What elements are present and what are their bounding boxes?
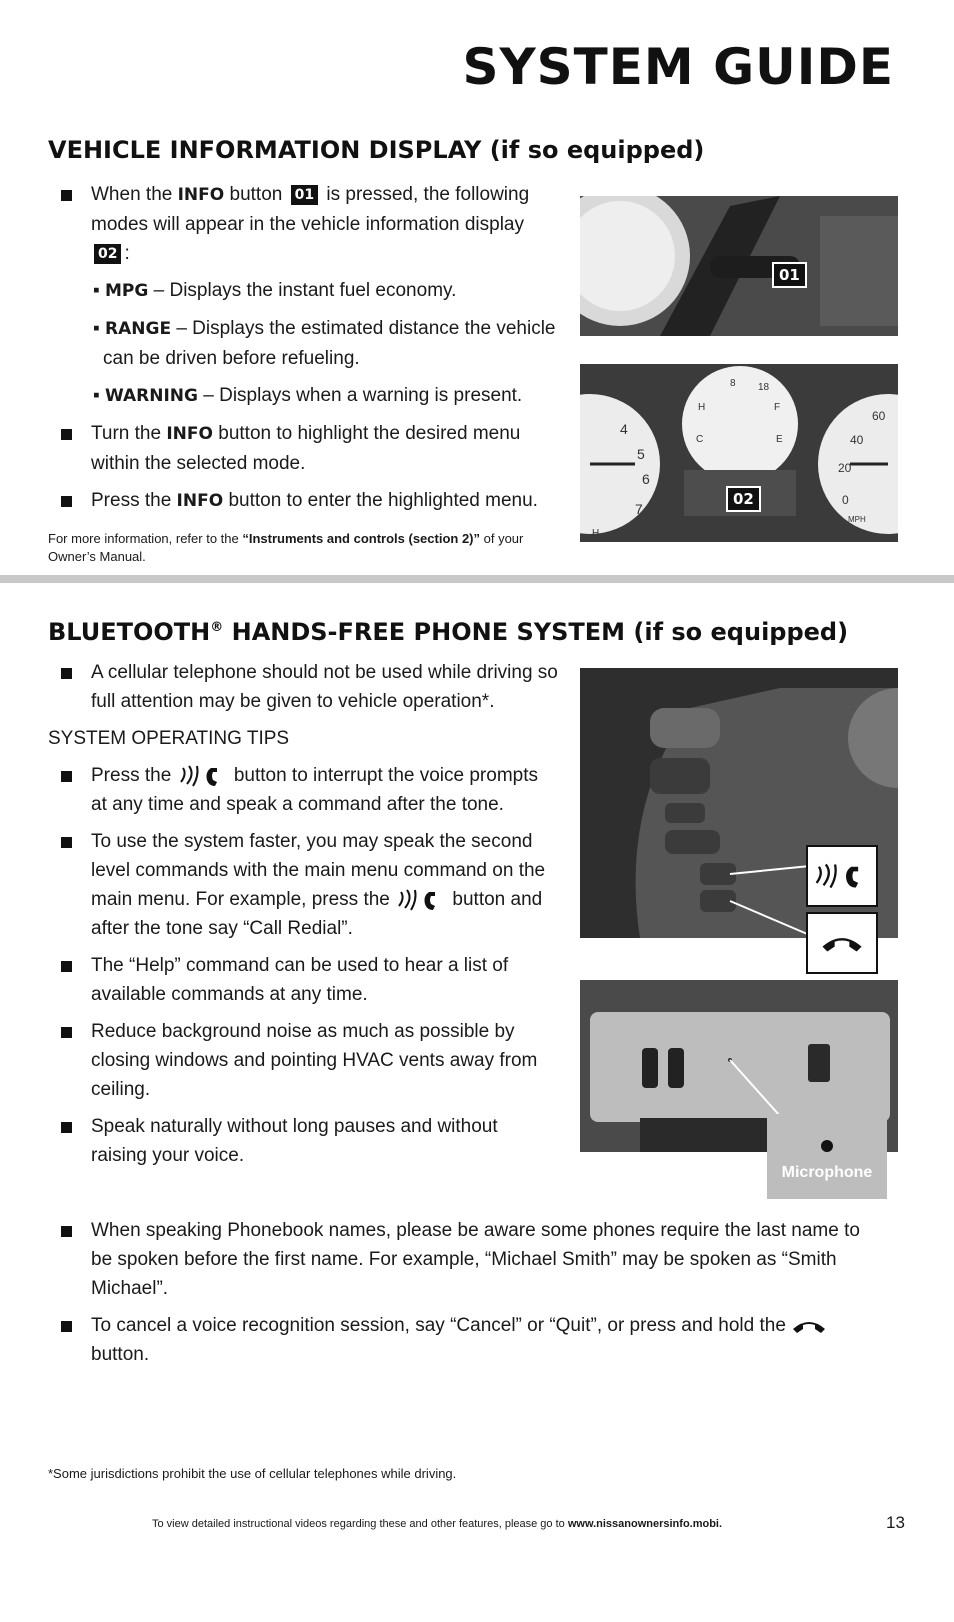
instrument-cluster-photo (580, 364, 898, 542)
microphone-label: Microphone (781, 1164, 873, 1181)
bt-bullet-cell-warning: A cellular telephone should not be used while driving so full attention may be given to vehicle operation*. (48, 658, 558, 716)
talk-phone-icon (177, 764, 229, 788)
footer-text: To view detailed instructional videos regarding these and other features, please go to www.nissanownersinfo.mobi. (152, 1518, 723, 1530)
photo-callout-01: 01 (772, 262, 807, 288)
page-number: 13 (886, 1513, 905, 1532)
info-button-illustration (580, 196, 898, 336)
hang-up-icon (791, 1317, 827, 1335)
info-button-photo (580, 196, 898, 336)
tip-faster: To use the system faster, you may speak the second level commands with the main menu command on the main menu. For example, press the button and after the tone say “Call Redial”. (48, 827, 558, 943)
tip-cancel: To cancel a voice recognition session, say “Cancel” or “Quit”, or press and hold the button. (48, 1311, 878, 1369)
mode-mpg: ▪ MPG – Displays the instant fuel economy. (93, 280, 457, 301)
mode-range: ▪ RANGE – Displays the estimated distance the vehicle can be driven before refueling. (93, 318, 556, 369)
vid-bullet-turn: Turn the INFO button to highlight the desired menu within the selected mode. (48, 419, 558, 478)
callout-tag-02: 02 (94, 244, 121, 264)
talk-phone-icon-2 (395, 888, 447, 912)
gauge-num-60: 60 (872, 409, 886, 423)
hang-up-button-callout (806, 912, 878, 974)
tip-phonebook: When speaking Phonebook names, please be aware some phones require the last name to be spoken before the first name. For example, “Michael Smith” may be spoken as “Smith Michael”. (48, 1216, 878, 1303)
callout-tag-01: 01 (291, 185, 318, 205)
talk-button-callout (806, 845, 878, 907)
bt-heading: BLUETOOTH® HANDS-FREE PHONE SYSTEM (if so equipped) (48, 618, 849, 646)
page-title: SYSTEM GUIDE (462, 38, 894, 96)
instrument-cluster-illustration (580, 364, 898, 542)
info-button-label: INFO (177, 185, 225, 205)
tip-help: The “Help” command can be used to hear a list of available commands at any time. (48, 951, 558, 1009)
tip-noise: Reduce background noise as much as possible by closing windows and pointing HVAC vents away from ceiling. (48, 1017, 558, 1104)
vid-bullet-info-pressed: When the INFO button 01 is pressed, the following modes will appear in the vehicle information display 02 : (48, 180, 558, 268)
gauge-num-18: 18 (758, 382, 770, 393)
vid-heading: VEHICLE INFORMATION DISPLAY (if so equipped) (48, 136, 705, 164)
bt-text-column (48, 658, 558, 1178)
talk-phone-callout-icon (812, 859, 872, 893)
gauge-num-7: 7 (635, 501, 643, 517)
vid-text-column (48, 180, 558, 566)
hang-up-callout-icon (820, 932, 864, 954)
section-divider (0, 575, 954, 583)
gauge-temp-c: C (696, 434, 704, 445)
gauge-fuel-f: F (774, 402, 781, 413)
tips-heading: SYSTEM OPERATING TIPS (48, 728, 290, 749)
gauge-num-8: 8 (730, 378, 736, 389)
gauge-fuel-e: E (776, 434, 783, 445)
gauge-temp-h: H (698, 402, 706, 413)
gauge-num-5: 5 (637, 446, 645, 462)
gauge-num-0: 0 (842, 493, 849, 507)
gauge-num-4: 4 (620, 421, 628, 437)
microphone-callout (767, 1114, 887, 1199)
gauge-left-h: H (592, 528, 600, 539)
bt-text-full (48, 1216, 878, 1377)
vid-bullet-press: Press the INFO button to enter the highlighted menu. (48, 486, 558, 516)
gauge-num-40: 40 (850, 433, 864, 447)
gauge-mph: MPH (848, 515, 866, 524)
footnote: *Some jurisdictions prohibit the use of cellular telephones while driving. (48, 1466, 457, 1481)
tip-interrupt: Press the button to interrupt the voice prompts at any time and speak a command after the tone. (48, 761, 558, 819)
mode-warning: ▪ WARNING – Displays when a warning is present. (93, 385, 523, 406)
gauge-num-20: 20 (838, 461, 852, 475)
microphone-icon (821, 1140, 833, 1152)
vid-reference-note: For more information, refer to the “Instruments and controls (section 2)” of your Owner’s Manual. (48, 531, 524, 564)
gauge-num-6: 6 (642, 471, 650, 487)
photo-callout-02: 02 (726, 486, 761, 512)
footer-url[interactable]: www.nissanownersinfo.mobi. (567, 1518, 723, 1530)
tip-speak-naturally: Speak naturally without long pauses and without raising your voice. (48, 1112, 558, 1170)
